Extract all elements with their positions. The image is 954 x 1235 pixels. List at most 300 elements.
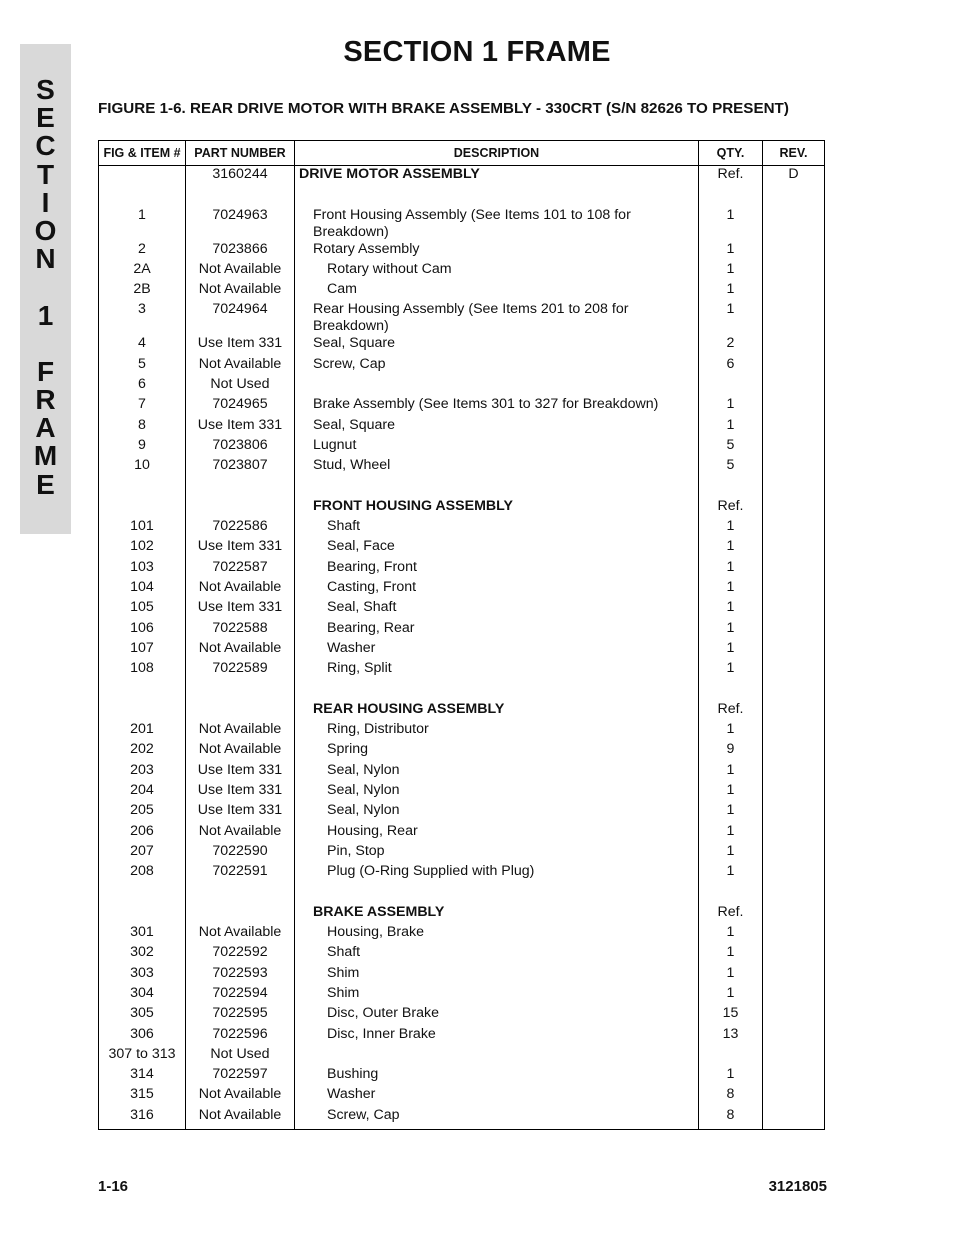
table-row: [99, 396, 825, 416]
fig-item-cell: 305: [99, 1005, 186, 1025]
part-number-cell: 7022590: [186, 843, 295, 863]
side-tab-letter: M: [33, 440, 58, 472]
fig-item-cell: [99, 478, 186, 498]
fig-item-cell: 208: [99, 863, 186, 883]
document-number: 3121805: [768, 1178, 827, 1195]
part-number-cell: 7022586: [186, 518, 295, 538]
table-row: [99, 335, 825, 355]
qty-cell: 8: [699, 1107, 763, 1130]
table-row: [99, 417, 825, 437]
part-number-cell: 7023866: [186, 241, 295, 261]
spacer-row: [99, 478, 825, 498]
description-cell: Bushing: [295, 1066, 699, 1086]
description-cell: Rotary Assembly: [295, 241, 699, 261]
description-cell: [295, 681, 699, 701]
rev-cell: [763, 863, 825, 883]
fig-item-cell: 201: [99, 721, 186, 741]
qty-cell: 1: [699, 721, 763, 741]
table-row: [99, 762, 825, 782]
header-fig-item: FIG & ITEM #: [99, 141, 186, 166]
fig-item-cell: 206: [99, 823, 186, 843]
description-cell: Front Housing Assembly (See Items 101 to 108 for Breakdown): [295, 207, 699, 241]
fig-item-cell: 7: [99, 396, 186, 416]
rev-cell: [763, 1086, 825, 1106]
parts-table-header: [99, 141, 825, 166]
rev-cell: [763, 207, 825, 241]
rev-cell: [763, 782, 825, 802]
part-number-cell: 3160244: [186, 166, 295, 187]
table-row: [99, 1066, 825, 1086]
table-row: [99, 207, 825, 241]
side-tab-letter: O: [34, 214, 57, 246]
page-number: 1-16: [98, 1178, 129, 1195]
rev-cell: [763, 356, 825, 376]
side-tab-letter: F: [36, 355, 55, 387]
fig-item-cell: 8: [99, 417, 186, 437]
fig-item-cell: 301: [99, 924, 186, 944]
rev-cell: [763, 681, 825, 701]
table-row: [99, 241, 825, 261]
description-cell: Housing, Brake: [295, 924, 699, 944]
part-number-cell: Not Available: [186, 356, 295, 376]
description-cell: Brake Assembly (See Items 301 to 327 for Breakdown): [295, 396, 699, 416]
rev-cell: [763, 904, 825, 924]
part-number-cell: 7022588: [186, 620, 295, 640]
fig-item-cell: 205: [99, 802, 186, 822]
fig-item-cell: [99, 701, 186, 721]
fig-item-cell: 2A: [99, 261, 186, 281]
table-row: [99, 1046, 825, 1066]
part-number-cell: 7022587: [186, 559, 295, 579]
part-number-cell: Not Available: [186, 640, 295, 660]
rev-cell: [763, 559, 825, 579]
side-tab-letter: T: [36, 158, 55, 190]
rev-cell: [763, 518, 825, 538]
assembly-heading-row: [99, 166, 825, 187]
qty-cell: 1: [699, 924, 763, 944]
part-number-cell: 7022595: [186, 1005, 295, 1025]
rev-cell: [763, 721, 825, 741]
table-row: [99, 376, 825, 396]
qty-cell: [699, 884, 763, 904]
description-cell: [295, 1046, 699, 1066]
fig-item-cell: [99, 498, 186, 518]
rev-cell: [763, 281, 825, 301]
table-row: [99, 823, 825, 843]
rev-cell: [763, 417, 825, 437]
table-row: [99, 559, 825, 579]
rev-cell: [763, 701, 825, 721]
table-row: [99, 640, 825, 660]
part-number-cell: Use Item 331: [186, 417, 295, 437]
qty-cell: 9: [699, 741, 763, 761]
description-cell: BRAKE ASSEMBLY: [295, 904, 699, 924]
fig-item-cell: 108: [99, 660, 186, 680]
fig-item-cell: 306: [99, 1026, 186, 1046]
description-cell: Plug (O-Ring Supplied with Plug): [295, 863, 699, 883]
part-number-cell: 7022591: [186, 863, 295, 883]
fig-item-cell: 315: [99, 1086, 186, 1106]
description-cell: Spring: [295, 741, 699, 761]
side-tab-letter: A: [35, 412, 56, 444]
table-row: [99, 437, 825, 457]
rev-cell: [763, 802, 825, 822]
assembly-heading-row: [99, 701, 825, 721]
rev-cell: [763, 186, 825, 206]
description-cell: DRIVE MOTOR ASSEMBLY: [295, 166, 699, 187]
table-row: [99, 721, 825, 741]
table-row: [99, 538, 825, 558]
section-side-tab-letters: [20, 76, 71, 499]
qty-cell: 1: [699, 579, 763, 599]
qty-cell: 5: [699, 457, 763, 477]
description-cell: Seal, Nylon: [295, 782, 699, 802]
rev-cell: [763, 660, 825, 680]
description-cell: [295, 884, 699, 904]
fig-item-cell: 4: [99, 335, 186, 355]
description-cell: Shim: [295, 965, 699, 985]
table-row: [99, 1026, 825, 1046]
qty-cell: 1: [699, 965, 763, 985]
qty-cell: Ref.: [699, 701, 763, 721]
description-cell: Disc, Inner Brake: [295, 1026, 699, 1046]
spacer-row: [99, 884, 825, 904]
fig-item-cell: 316: [99, 1107, 186, 1130]
fig-item-cell: 204: [99, 782, 186, 802]
qty-cell: 1: [699, 782, 763, 802]
part-number-cell: Not Available: [186, 261, 295, 281]
qty-cell: 6: [699, 356, 763, 376]
part-number-cell: [186, 904, 295, 924]
qty-cell: 1: [699, 538, 763, 558]
qty-cell: Ref.: [699, 498, 763, 518]
table-row: [99, 281, 825, 301]
header-part-number: PART NUMBER: [186, 141, 295, 166]
fig-item-cell: 302: [99, 944, 186, 964]
description-cell: Shaft: [295, 944, 699, 964]
rev-cell: [763, 640, 825, 660]
description-cell: Rear Housing Assembly (See Items 201 to 208 for Breakdown): [295, 301, 699, 335]
rev-cell: [763, 599, 825, 619]
fig-item-cell: 102: [99, 538, 186, 558]
fig-item-cell: [99, 681, 186, 701]
qty-cell: 5: [699, 437, 763, 457]
rev-cell: [763, 437, 825, 457]
description-cell: Housing, Rear: [295, 823, 699, 843]
part-number-cell: 7024963: [186, 207, 295, 241]
description-cell: [295, 186, 699, 206]
rev-cell: [763, 965, 825, 985]
header-qty: QTY.: [699, 141, 763, 166]
description-cell: Stud, Wheel: [295, 457, 699, 477]
description-cell: Washer: [295, 640, 699, 660]
qty-cell: 1: [699, 261, 763, 281]
fig-item-cell: 9: [99, 437, 186, 457]
description-cell: Washer: [295, 1086, 699, 1106]
part-number-cell: [186, 498, 295, 518]
table-row: [99, 741, 825, 761]
table-row: [99, 579, 825, 599]
qty-cell: [699, 376, 763, 396]
spacer-row: [99, 186, 825, 206]
side-tab-letter: I: [41, 186, 50, 218]
description-cell: [295, 478, 699, 498]
qty-cell: 1: [699, 985, 763, 1005]
fig-item-cell: 6: [99, 376, 186, 396]
fig-item-cell: 107: [99, 640, 186, 660]
table-row: [99, 599, 825, 619]
rev-cell: [763, 823, 825, 843]
table-row: [99, 782, 825, 802]
table-row: [99, 660, 825, 680]
table-row: [99, 457, 825, 477]
description-cell: Seal, Square: [295, 335, 699, 355]
part-number-cell: Use Item 331: [186, 599, 295, 619]
part-number-cell: [186, 701, 295, 721]
side-tab-letter: 1: [37, 299, 54, 331]
part-number-cell: Not Available: [186, 281, 295, 301]
fig-item-cell: 303: [99, 965, 186, 985]
qty-cell: 15: [699, 1005, 763, 1025]
rev-cell: [763, 457, 825, 477]
description-cell: Seal, Nylon: [295, 802, 699, 822]
rev-cell: [763, 376, 825, 396]
spacer-row: [99, 681, 825, 701]
qty-cell: [699, 681, 763, 701]
side-tab-letter: E: [36, 468, 55, 500]
fig-item-cell: 101: [99, 518, 186, 538]
rev-cell: [763, 1066, 825, 1086]
rev-cell: [763, 884, 825, 904]
part-number-cell: Use Item 331: [186, 762, 295, 782]
qty-cell: 1: [699, 417, 763, 437]
part-number-cell: Not Available: [186, 741, 295, 761]
description-cell: Seal, Face: [295, 538, 699, 558]
part-number-cell: Not Available: [186, 1107, 295, 1130]
side-tab-letter: E: [36, 102, 55, 134]
qty-cell: 1: [699, 599, 763, 619]
rev-cell: D: [763, 166, 825, 187]
fig-item-cell: 10: [99, 457, 186, 477]
table-row: [99, 863, 825, 883]
part-number-cell: [186, 681, 295, 701]
qty-cell: [699, 1046, 763, 1066]
qty-cell: 1: [699, 396, 763, 416]
description-cell: Shim: [295, 985, 699, 1005]
fig-item-cell: 106: [99, 620, 186, 640]
qty-cell: 1: [699, 241, 763, 261]
part-number-cell: 7022596: [186, 1026, 295, 1046]
fig-item-cell: [99, 186, 186, 206]
rev-cell: [763, 741, 825, 761]
rev-cell: [763, 498, 825, 518]
table-row: [99, 843, 825, 863]
part-number-cell: 7023806: [186, 437, 295, 457]
part-number-cell: [186, 884, 295, 904]
figure-caption: FIGURE 1-6. REAR DRIVE MOTOR WITH BRAKE ASSEMBLY - 330CRT (S/N 82626 TO PRESENT): [98, 100, 789, 117]
qty-cell: 8: [699, 1086, 763, 1106]
parts-table-body: [99, 166, 825, 1130]
assembly-heading-row: [99, 498, 825, 518]
part-number-cell: Use Item 331: [186, 782, 295, 802]
fig-item-cell: 104: [99, 579, 186, 599]
fig-item-cell: 1: [99, 207, 186, 241]
part-number-cell: Not Used: [186, 1046, 295, 1066]
part-number-cell: 7022594: [186, 985, 295, 1005]
qty-cell: 1: [699, 518, 763, 538]
qty-cell: 1: [699, 802, 763, 822]
qty-cell: 1: [699, 620, 763, 640]
description-cell: [295, 376, 699, 396]
part-number-cell: 7022592: [186, 944, 295, 964]
part-number-cell: Not Available: [186, 579, 295, 599]
part-number-cell: Not Available: [186, 823, 295, 843]
rev-cell: [763, 261, 825, 281]
qty-cell: 1: [699, 823, 763, 843]
side-tab-letter: S: [36, 74, 55, 105]
qty-cell: [699, 478, 763, 498]
rev-cell: [763, 396, 825, 416]
part-number-cell: Use Item 331: [186, 538, 295, 558]
description-cell: REAR HOUSING ASSEMBLY: [295, 701, 699, 721]
rev-cell: [763, 1026, 825, 1046]
description-cell: Lugnut: [295, 437, 699, 457]
description-cell: Screw, Cap: [295, 356, 699, 376]
description-cell: Casting, Front: [295, 579, 699, 599]
fig-item-cell: 304: [99, 985, 186, 1005]
part-number-cell: 7022589: [186, 660, 295, 680]
assembly-heading-row: [99, 904, 825, 924]
part-number-cell: 7022597: [186, 1066, 295, 1086]
rev-cell: [763, 335, 825, 355]
part-number-cell: Not Available: [186, 1086, 295, 1106]
rev-cell: [763, 478, 825, 498]
qty-cell: 1: [699, 640, 763, 660]
qty-cell: 1: [699, 1066, 763, 1086]
fig-item-cell: 202: [99, 741, 186, 761]
table-row: [99, 985, 825, 1005]
rev-cell: [763, 924, 825, 944]
table-row: [99, 261, 825, 281]
table-row: [99, 518, 825, 538]
part-number-cell: Use Item 331: [186, 335, 295, 355]
header-description: DESCRIPTION: [295, 141, 699, 166]
description-cell: Shaft: [295, 518, 699, 538]
parts-table: [98, 140, 825, 1130]
qty-cell: 1: [699, 301, 763, 335]
part-number-cell: 7023807: [186, 457, 295, 477]
fig-item-cell: 307 to 313: [99, 1046, 186, 1066]
header-rev: REV.: [763, 141, 825, 166]
table-row: [99, 802, 825, 822]
table-row: [99, 944, 825, 964]
description-cell: FRONT HOUSING ASSEMBLY: [295, 498, 699, 518]
rev-cell: [763, 843, 825, 863]
table-row: [99, 1107, 825, 1130]
table-row: [99, 924, 825, 944]
fig-item-cell: 3: [99, 301, 186, 335]
qty-cell: 1: [699, 207, 763, 241]
qty-cell: [699, 186, 763, 206]
fig-item-cell: 207: [99, 843, 186, 863]
description-cell: Seal, Nylon: [295, 762, 699, 782]
description-cell: Seal, Shaft: [295, 599, 699, 619]
fig-item-cell: 314: [99, 1066, 186, 1086]
qty-cell: 1: [699, 559, 763, 579]
qty-cell: 1: [699, 762, 763, 782]
fig-item-cell: 5: [99, 356, 186, 376]
description-cell: Seal, Square: [295, 417, 699, 437]
rev-cell: [763, 620, 825, 640]
rev-cell: [763, 301, 825, 335]
description-cell: Screw, Cap: [295, 1107, 699, 1130]
page-title: SECTION 1 FRAME: [343, 36, 611, 68]
part-number-cell: Use Item 331: [186, 802, 295, 822]
part-number-cell: Not Used: [186, 376, 295, 396]
table-row: [99, 965, 825, 985]
rev-cell: [763, 538, 825, 558]
rev-cell: [763, 762, 825, 782]
table-row: [99, 620, 825, 640]
description-cell: Bearing, Rear: [295, 620, 699, 640]
description-cell: Bearing, Front: [295, 559, 699, 579]
rev-cell: [763, 579, 825, 599]
part-number-cell: [186, 186, 295, 206]
part-number-cell: 7022593: [186, 965, 295, 985]
qty-cell: 13: [699, 1026, 763, 1046]
description-cell: Ring, Distributor: [295, 721, 699, 741]
description-cell: Ring, Split: [295, 660, 699, 680]
rev-cell: [763, 944, 825, 964]
qty-cell: 1: [699, 281, 763, 301]
qty-cell: 1: [699, 660, 763, 680]
rev-cell: [763, 985, 825, 1005]
fig-item-cell: 203: [99, 762, 186, 782]
qty-cell: Ref.: [699, 904, 763, 924]
side-tab-letter: C: [35, 130, 56, 162]
rev-cell: [763, 1046, 825, 1066]
qty-cell: 1: [699, 944, 763, 964]
fig-item-cell: 2B: [99, 281, 186, 301]
part-number-cell: 7024964: [186, 301, 295, 335]
qty-cell: 2: [699, 335, 763, 355]
qty-cell: Ref.: [699, 166, 763, 187]
table-row: [99, 1005, 825, 1025]
rev-cell: [763, 1005, 825, 1025]
description-cell: Rotary without Cam: [295, 261, 699, 281]
side-tab-letter: N: [35, 243, 56, 275]
part-number-cell: 7024965: [186, 396, 295, 416]
rev-cell: [763, 1107, 825, 1130]
description-cell: Pin, Stop: [295, 843, 699, 863]
side-tab-letter: R: [35, 384, 56, 416]
part-number-cell: Not Available: [186, 924, 295, 944]
fig-item-cell: [99, 166, 186, 187]
description-cell: Disc, Outer Brake: [295, 1005, 699, 1025]
qty-cell: 1: [699, 843, 763, 863]
fig-item-cell: 2: [99, 241, 186, 261]
qty-cell: 1: [699, 863, 763, 883]
fig-item-cell: 103: [99, 559, 186, 579]
description-cell: Cam: [295, 281, 699, 301]
rev-cell: [763, 241, 825, 261]
part-number-cell: Not Available: [186, 721, 295, 741]
part-number-cell: [186, 478, 295, 498]
table-row: [99, 356, 825, 376]
table-row: [99, 1086, 825, 1106]
fig-item-cell: [99, 884, 186, 904]
table-row: [99, 301, 825, 335]
